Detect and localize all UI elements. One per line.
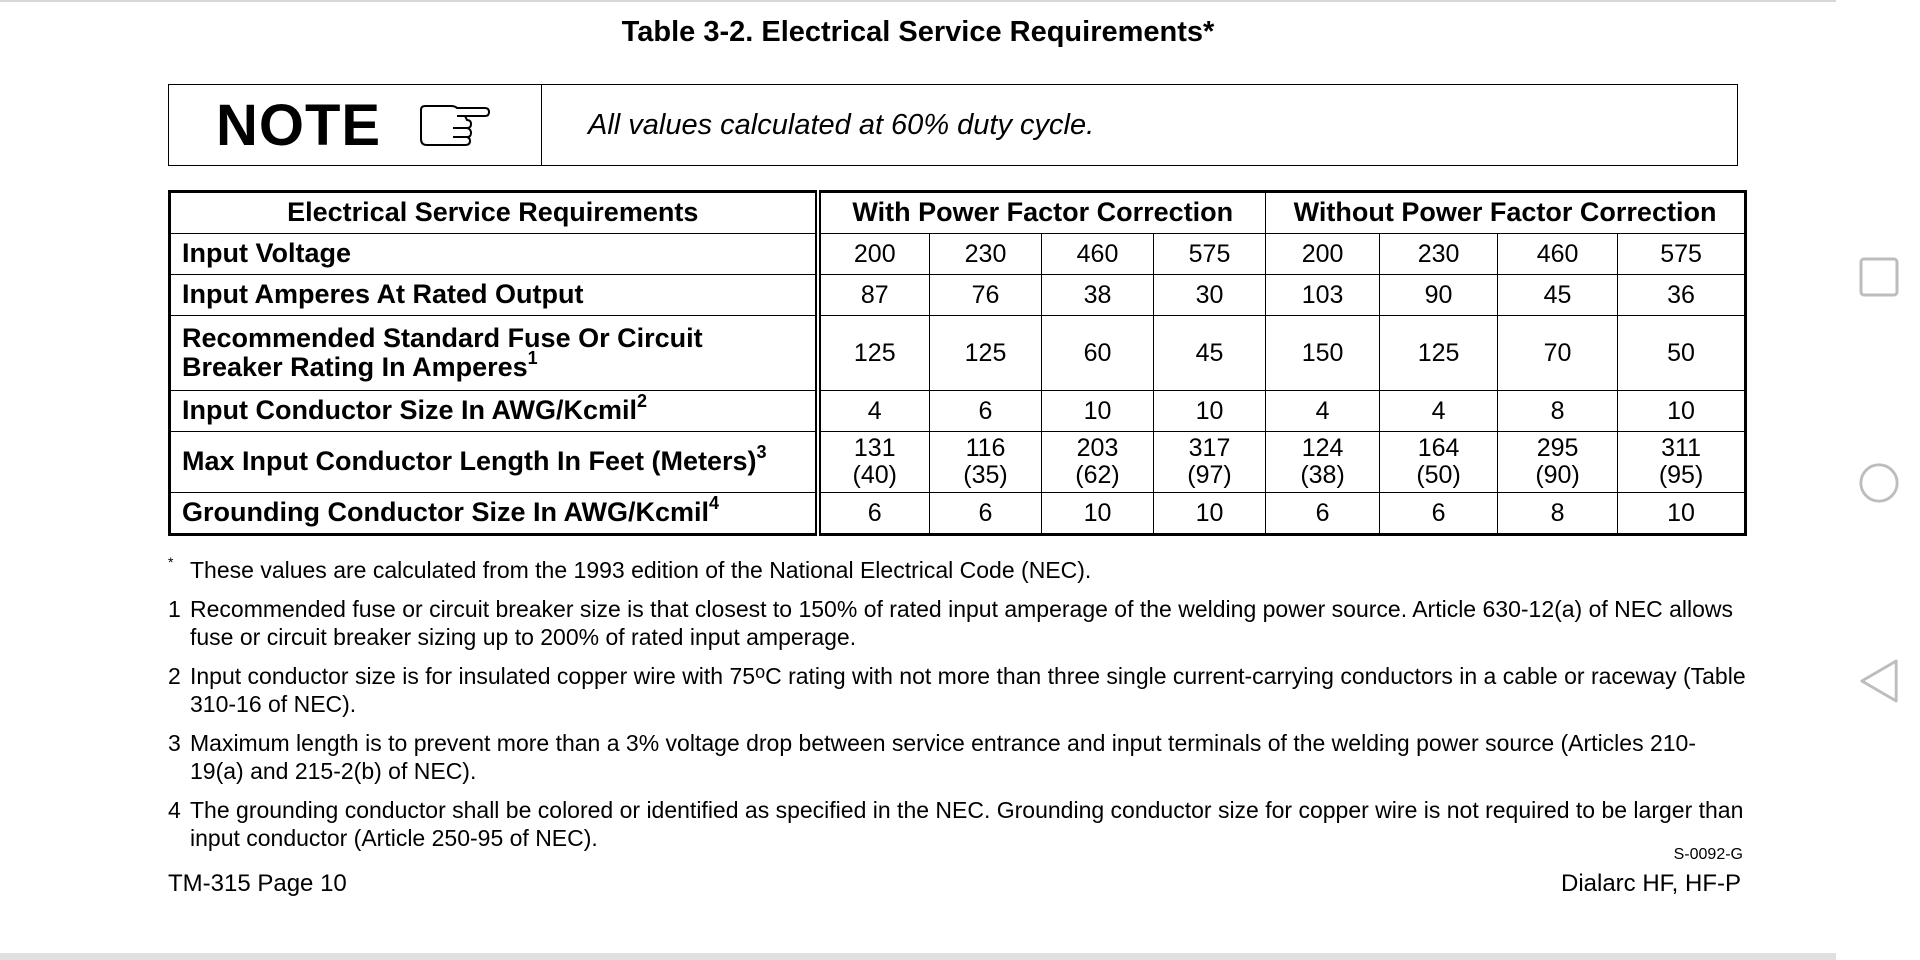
footnote-mark: 2 <box>168 663 181 689</box>
table-cell: 10 <box>1618 391 1746 432</box>
pointing-hand-icon <box>417 102 491 153</box>
row-label: Input Amperes At Rated Output <box>170 275 818 316</box>
table-cell: 6 <box>930 493 1042 535</box>
electrical-requirements-table <box>168 190 1747 536</box>
footnote-2 <box>168 662 1748 718</box>
table-cell <box>1266 432 1380 493</box>
bottom-divider <box>0 953 1836 960</box>
table-cell: 4 <box>818 391 930 432</box>
length-feet: 124 <box>1301 434 1344 462</box>
footnote-text-part: C rating with not more than three single current-carrying conductors in a cable or raceway (Table 310-16 of NEC). <box>190 663 1746 717</box>
table-row-conductor-size <box>170 391 1746 432</box>
table-cell: 6 <box>818 493 930 535</box>
table-cell: 10 <box>1154 391 1266 432</box>
table-cell: 38 <box>1042 275 1154 316</box>
length-meters: (35) <box>963 461 1008 489</box>
length-meters: (90) <box>1535 461 1580 489</box>
table-cell: 70 <box>1498 316 1618 391</box>
table-cell: 6 <box>1380 493 1498 535</box>
footnote-text: Maximum length is to prevent more than a 3% voltage drop between service entrance and input terminals of the welding power source (Articles 210-19(a) and 215-2(b) of NEC). <box>190 730 1697 784</box>
footnote-mark: 3 <box>168 730 181 756</box>
footer-model-label: Dialarc HF, HF-P <box>1560 870 1741 897</box>
length-feet: 317 <box>1188 434 1231 462</box>
table-cell: 575 <box>1618 234 1746 275</box>
length-feet: 203 <box>1076 434 1119 462</box>
table-cell: 10 <box>1618 493 1746 535</box>
table-cell: 45 <box>1498 275 1618 316</box>
header-without-pfc: Without Power Factor Correction <box>1266 192 1746 234</box>
table-cell <box>818 432 930 493</box>
table-cell: 200 <box>1266 234 1380 275</box>
footnote-star <box>168 556 1748 584</box>
footnote-4 <box>168 796 1748 852</box>
note-text: All values calculated at 60% duty cycle. <box>588 108 1095 141</box>
table-cell: 90 <box>1380 275 1498 316</box>
table-row-input-amperes <box>170 275 1746 316</box>
table-cell: 6 <box>930 391 1042 432</box>
table-cell <box>1618 432 1746 493</box>
note-label: NOTE <box>216 92 382 158</box>
table-cell: 125 <box>930 316 1042 391</box>
table-cell: 60 <box>1042 316 1154 391</box>
table-cell: 230 <box>930 234 1042 275</box>
row-label-text: Grounding Conductor Size In AWG/Kcmil <box>182 497 709 528</box>
footnote-text: The grounding conductor shall be colored or identified as specified in the NEC. Grounding conductor size for copper wire is not required to be larger than input conductor (Article 250-95 of NEC). <box>190 797 1744 851</box>
table-cell: 36 <box>1618 275 1746 316</box>
row-label-line1: Recommended Standard Fuse Or Circuit <box>182 322 703 353</box>
table-cell <box>1380 432 1498 493</box>
length-meters: (62) <box>1075 461 1120 489</box>
table-cell: 8 <box>1498 493 1618 535</box>
table-cell: 87 <box>818 275 930 316</box>
table-cell: 125 <box>1380 316 1498 391</box>
footnote-text: These values are calculated from the 1993 edition of the National Electrical Code (NEC). <box>190 557 1092 583</box>
table-cell: 460 <box>1042 234 1154 275</box>
row-label <box>170 391 818 432</box>
footnote-mark: 1 <box>168 596 181 622</box>
footnote-mark: 4 <box>168 797 181 823</box>
footnote-ref: 4 <box>709 493 720 514</box>
table-cell: 45 <box>1154 316 1266 391</box>
degree-mark: o <box>755 662 766 682</box>
table-cell: 125 <box>818 316 930 391</box>
table-cell: 10 <box>1154 493 1266 535</box>
note-box <box>168 84 1738 166</box>
row-label: Input Voltage <box>170 234 818 275</box>
row-label-text: Input Conductor Size In AWG/Kcmil <box>182 395 637 426</box>
length-meters: (38) <box>1300 461 1345 489</box>
table-cell: 103 <box>1266 275 1380 316</box>
header-with-pfc: With Power Factor Correction <box>818 192 1266 234</box>
table-cell: 4 <box>1380 391 1498 432</box>
row-label-line2: Breaker Rating In Amperes <box>182 352 528 382</box>
table-cell: 50 <box>1618 316 1746 391</box>
footnote-1 <box>168 595 1748 651</box>
length-meters: (40) <box>852 461 897 489</box>
length-feet: 311 <box>1661 434 1701 462</box>
table-cell <box>930 432 1042 493</box>
length-meters: (50) <box>1416 461 1461 489</box>
android-nav-bar <box>1836 0 1920 960</box>
table-cell: 76 <box>930 275 1042 316</box>
table-header-row <box>170 192 1746 234</box>
table-cell: 8 <box>1498 391 1618 432</box>
footnote-3 <box>168 729 1748 785</box>
table-row-input-voltage <box>170 234 1746 275</box>
footnote-ref: 3 <box>756 442 767 463</box>
length-meters: (97) <box>1187 461 1232 489</box>
table-row-fuse-rating <box>170 316 1746 391</box>
length-feet: 164 <box>1417 434 1460 462</box>
footnote-text-part: Input conductor size is for insulated copper wire with 75 <box>190 663 756 689</box>
table-cell: 10 <box>1042 493 1154 535</box>
table-cell: 150 <box>1266 316 1380 391</box>
table-cell <box>1042 432 1154 493</box>
footnote-text <box>190 662 1748 718</box>
triangle-back-icon[interactable] <box>1858 660 1900 702</box>
row-label <box>170 432 818 493</box>
footnote-ref: 1 <box>527 348 538 368</box>
note-label-cell <box>169 85 542 165</box>
table-cell: 575 <box>1154 234 1266 275</box>
table-cell: 460 <box>1498 234 1618 275</box>
length-feet: 116 <box>965 434 1006 462</box>
footnotes <box>168 556 1748 863</box>
row-label <box>170 316 818 391</box>
table-cell: 30 <box>1154 275 1266 316</box>
length-meters: (95) <box>1658 461 1704 489</box>
table-cell: 230 <box>1380 234 1498 275</box>
footnote-text: Recommended fuse or circuit breaker size is that closest to 150% of rated input amperage of the welding power source. Article 630-12(a) of NEC allows fuse or circuit breaker sizing up to 200% of rated input amperage. <box>190 596 1734 650</box>
length-feet: 295 <box>1536 434 1579 462</box>
table-cell: 200 <box>818 234 930 275</box>
table-cell: 10 <box>1042 391 1154 432</box>
table-cell: 4 <box>1266 391 1380 432</box>
table-cell: 6 <box>1266 493 1380 535</box>
header-requirements: Electrical Service Requirements <box>170 192 818 234</box>
circle-icon[interactable] <box>1858 462 1900 504</box>
row-label <box>170 493 818 535</box>
length-feet: 131 <box>853 434 896 462</box>
document-code: S-0092-G <box>1673 846 1743 863</box>
table-row-max-length <box>170 432 1746 493</box>
table-cell <box>1498 432 1618 493</box>
footnote-ref: 2 <box>637 391 648 412</box>
table-row-grounding-size <box>170 493 1746 535</box>
row-label-text: Max Input Conductor Length In Feet (Meters) <box>182 446 757 477</box>
page-title: Table 3-2. Electrical Service Requirements* <box>621 16 1215 48</box>
table-cell <box>1154 432 1266 493</box>
footnote-mark: * <box>168 554 174 570</box>
square-icon[interactable] <box>1858 256 1900 298</box>
footer-page-label: TM-315 Page 10 <box>168 870 347 897</box>
